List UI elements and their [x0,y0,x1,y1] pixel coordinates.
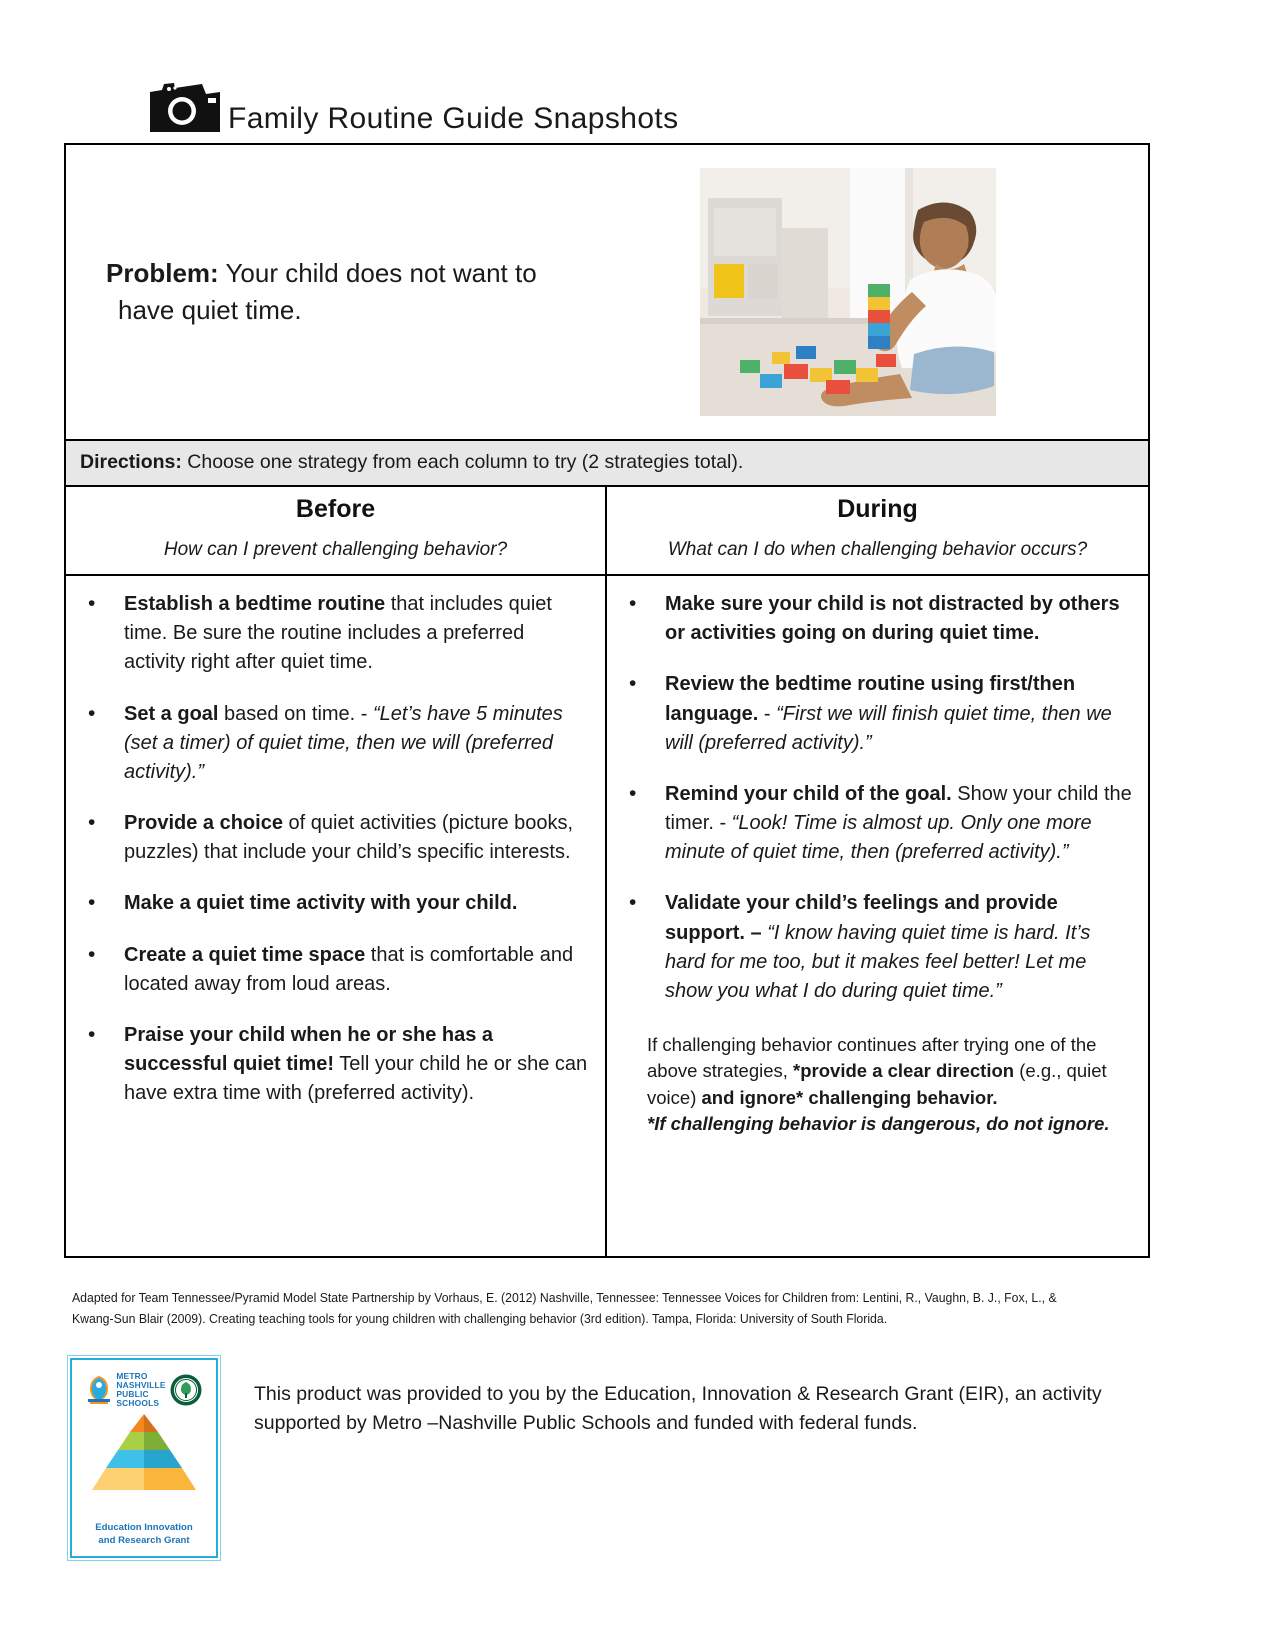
eir-logo [70,1358,218,1558]
strategy-script: “Look! Time is almost up. Only one more minute of quiet time, then (preferred activity).” [665,812,1092,864]
strategy-item [106,809,589,867]
mnps-line-3: PUBLIC [116,1389,149,1399]
document-header [148,72,679,138]
photo-illustration [700,168,996,416]
strategy-lead: Create a quiet time space [124,943,366,966]
strategy-item [647,889,1132,1006]
mnps-wordmark [116,1372,165,1408]
logo-caption [72,1522,216,1548]
directions-label: Directions: [80,451,182,473]
strategy-body: Show your child the timer. - [665,782,1132,835]
logo-top-row [72,1360,216,1408]
strategy-lead: Make a quiet time activity with your child. [124,892,518,915]
mnps-line-2: NASHVILLE [116,1380,166,1391]
strategy-body: that includes quiet time. Be sure the routine includes a preferred activity right after quiet time. [124,592,552,674]
photo-cell [694,145,1148,439]
strategy-script: “Let’s have 5 minutes (set a timer) of quiet time, then we will (preferred activity).” [124,702,563,783]
page-title: Family Routine Guide Snapshots [228,102,679,135]
pyramid-model-icon [86,1410,202,1496]
camera-icon [148,78,222,136]
strategy-item [106,700,589,788]
strategy-item [106,941,589,999]
closing-note [613,1028,1136,1137]
column-header-during [607,487,1148,574]
strategy-lead: Make sure your child is not distracted by others or activities going on during quiet time. [665,592,1120,645]
strategy-lead: Establish a bedtime routine [124,592,386,615]
strategy-item [647,780,1132,868]
column-bodies [66,576,1148,1256]
mnps-book-icon [86,1375,112,1405]
closing-part-2: (e.g., quiet voice) [647,1060,1107,1108]
strategy-body: Tell your child he or she can have extra time with (preferred activity). [124,1053,588,1105]
logo-caption-line-2: and Research Grant [98,1535,190,1547]
child-playing-photo [700,168,996,416]
strategy-body: that is comfortable and located away from loud areas. [124,943,574,995]
strategy-item [106,889,589,918]
mnps-line-4: SCHOOLS [116,1397,160,1408]
closing-bold-1: *provide a clear direction [793,1060,1015,1082]
strategy-lead: Review the bedtime routine using first/then language. [665,673,1076,725]
column-headers [66,487,1148,576]
strategy-lead: Validate your child’s feelings and provide support. – [665,892,1058,944]
citation-text: Adapted for Team Tennessee/Pyramid Model State Partnership by Vorhaus, E. (2012) Nashville, Tennessee: Tennessee Voices for Children from: Lentini, R., Vaughn, B. J., Fox, L., & Kwang-Sun Blair (2009). Creating teaching tools for young children with challenging behavior (3rd edition). Tampa, Florida: University of South Florida. [72,1290,1057,1327]
closing-warning: *If challenging behavior is dangerous, do not ignore. [647,1112,1110,1134]
footer-note: This product was provided to you by the Education, Innovation & Research Grant (EIR), an activity supported by Metro –Nashville Public Schools and funded with federal funds. [254,1383,1102,1435]
closing-bold-2: and ignore* challenging behavior. [701,1086,998,1108]
strategy-script: “I know having quiet time is hard. It’s hard for me too, but it makes feel better! Let me show you what I do during quiet time.” [665,921,1091,1002]
strategy-lead: Praise your child when he or she has a successful quiet time! [124,1024,494,1076]
strategy-lead: Provide a choice [124,812,283,835]
school-seal-icon [170,1374,202,1406]
column-body-before [66,576,607,1256]
strategy-body: - [758,702,777,725]
problem-row [66,145,1148,441]
strategy-body: of quiet activities (picture books, puzzles) that include your child’s specific interests. [124,812,574,864]
problem-statement [106,255,586,329]
directions-bar [66,441,1148,487]
closing-part-1: If challenging behavior continues after trying one of the above strategies, [647,1034,1097,1082]
strategy-lead: Remind your child of the goal. [665,782,952,805]
strategy-item [106,1021,589,1109]
mnps-line-1: METRO [116,1371,148,1382]
strategy-body: based on time. - [218,702,374,725]
column-title-during: During [837,495,918,523]
problem-text: Your child does not want to have quiet time. [118,258,537,325]
strategy-item [106,590,589,678]
logo-caption-line-1: Education Innovation [95,1522,193,1534]
column-body-during [607,576,1148,1256]
strategy-script: “First we will finish quiet time, then we will (preferred activity).” [665,702,1112,754]
column-title-before: Before [295,495,376,523]
strategy-list-before [72,590,593,1109]
strategy-item [647,670,1132,758]
problem-label: Problem: [106,258,219,289]
strategy-item [647,590,1132,648]
directions-text: Choose one strategy from each column to try (2 strategies total). [181,451,744,473]
strategy-list-during [613,590,1136,1006]
footer [64,1358,1164,1558]
problem-cell [66,145,694,439]
column-subtitle-during: What can I do when challenging behavior occurs? [667,539,1088,560]
column-subtitle-before: How can I prevent challenging behavior? [163,539,508,560]
routine-guide-table [64,143,1150,1258]
column-header-before [66,487,607,574]
strategy-lead: Set a goal [124,702,219,725]
